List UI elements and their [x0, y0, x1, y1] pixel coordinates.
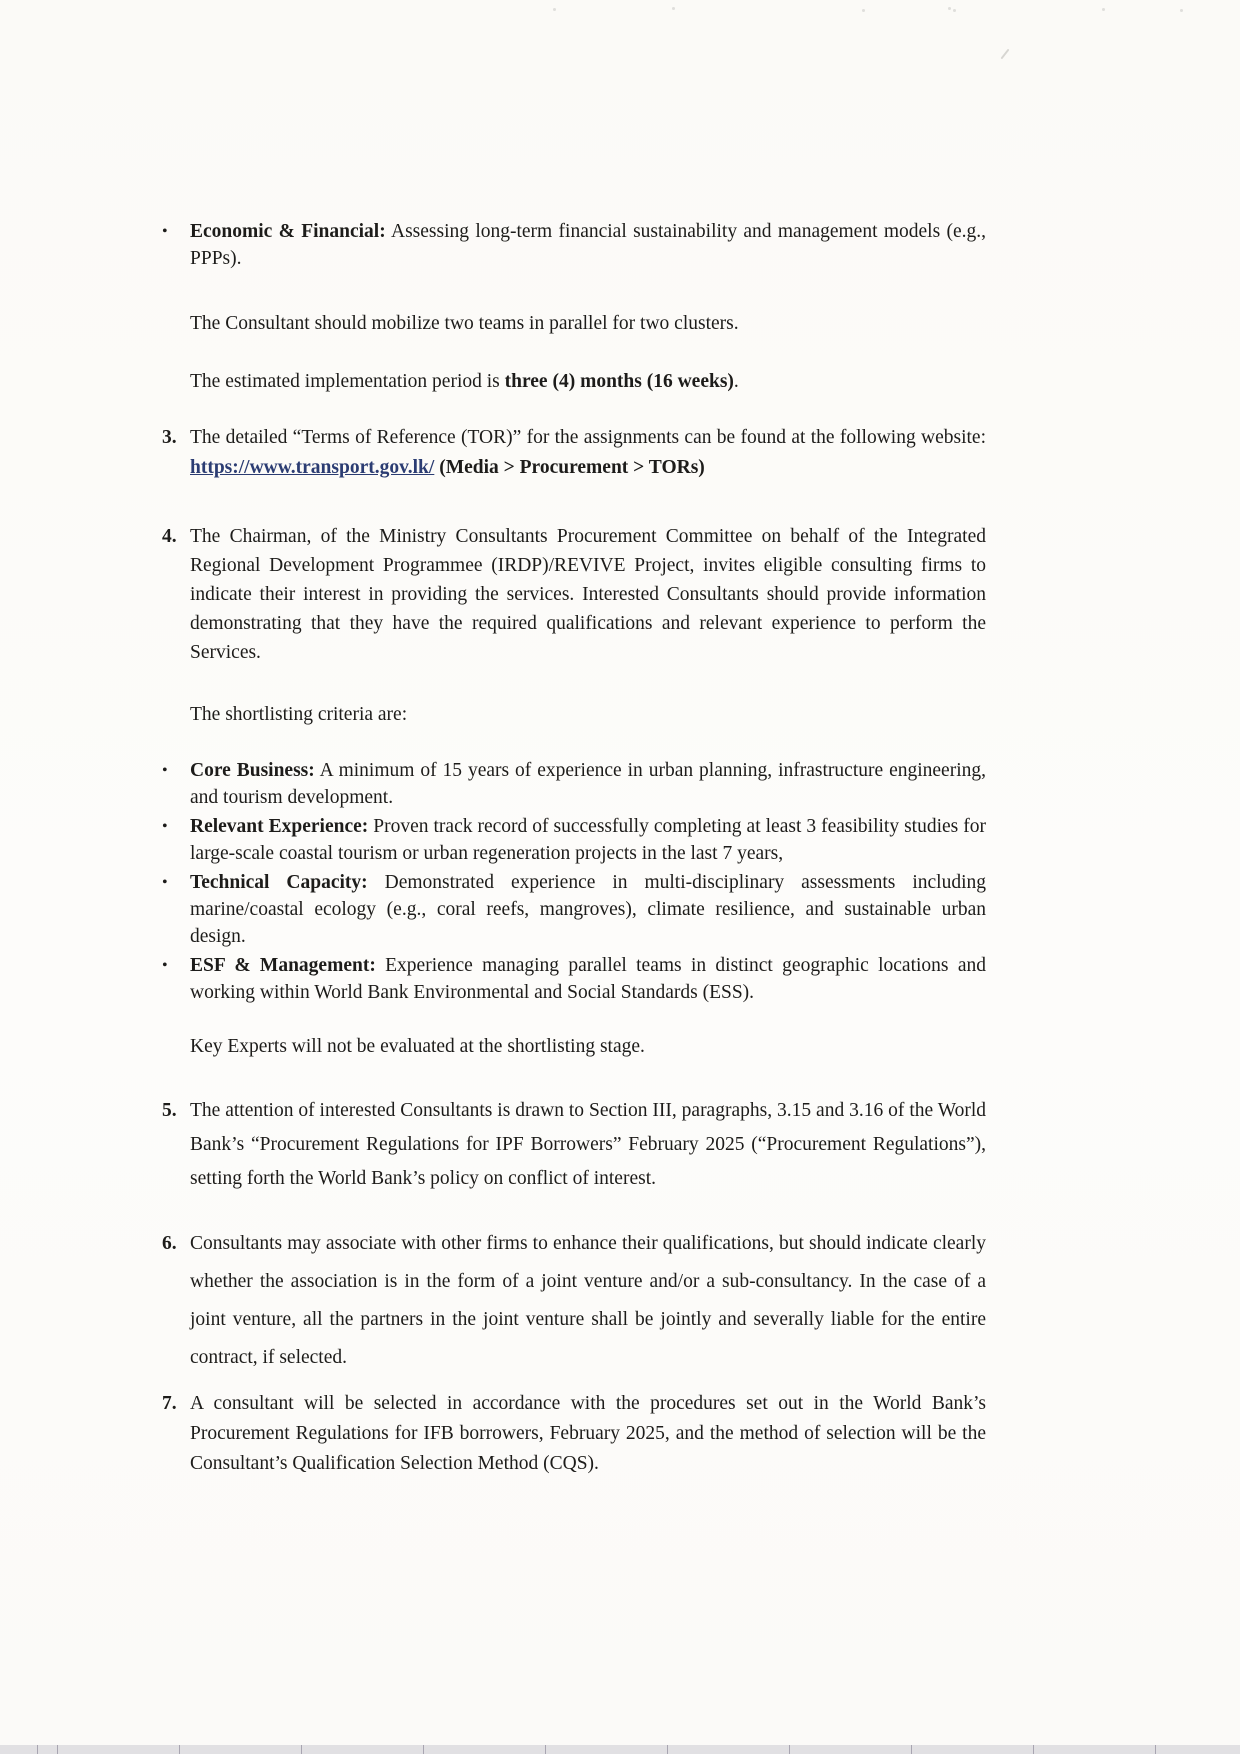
scan-edge-strip — [0, 1745, 1240, 1754]
bullet-icon: • — [162, 957, 168, 974]
item-3-number: 3. — [162, 427, 177, 448]
bullet-item-text — [190, 952, 986, 1006]
numbered-item-3 — [162, 423, 986, 483]
bullet-item-economic-financial — [162, 218, 986, 272]
period-suffix: . — [733, 371, 739, 392]
item-6-number: 6. — [162, 1233, 177, 1254]
numbered-item-5 — [162, 1094, 986, 1196]
bullet-item-text — [190, 869, 986, 950]
scan-mark — [1001, 49, 1010, 60]
para-mobilize: The Consultant should mobilize two teams in parallel for two clusters. — [190, 313, 739, 334]
item-4-text: The Chairman, of the Ministry Consultants Procurement Committee on behalf of the Integrated Regional Development Programmee (IRDP)/REVIVE Project, invites eligible consulting firms to indicate their interest in providing the services. Interested Consultants should provide information demonstrating that they have the required qualifications and relevant experience to perform the Services. — [190, 526, 986, 663]
transport-website-link[interactable]: https://www.transport.gov.lk/ — [190, 457, 435, 478]
item-4-number: 4. — [162, 526, 177, 547]
period-prefix: The estimated implementation period is — [190, 371, 505, 392]
bullet-icon: • — [162, 762, 168, 779]
bullet-icon: • — [162, 818, 168, 835]
para-key-experts: Key Experts will not be evaluated at the shortlisting stage. — [190, 1036, 645, 1057]
numbered-item-4 — [162, 522, 986, 667]
scan-speck — [1180, 9, 1183, 12]
item-3-text — [190, 423, 986, 483]
bullet-item-label: Relevant Experience: — [190, 816, 369, 837]
bullet-icon: • — [162, 223, 168, 240]
para-implementation-period — [190, 368, 986, 395]
document-content — [162, 218, 986, 1479]
item-3-path: (Media > Procurement > TORs) — [434, 457, 705, 478]
bullet-item-label: Core Business: — [190, 760, 315, 781]
bullet-item-body: Assessing long-term financial sustainability and management models (e.g., PPPs). — [190, 221, 987, 269]
scan-speck — [672, 7, 675, 10]
item-7-text: A consultant will be selected in accordance with the procedures set out in the World Bank’s Procurement Regulations for IFB borrowers, February 2025, and the method of selection will be the Consultant’s Qualification Selection Method (CQS). — [190, 1393, 986, 1474]
item-5-number: 5. — [162, 1100, 177, 1121]
numbered-item-6 — [162, 1225, 986, 1377]
bullet-item-text — [190, 757, 986, 811]
numbered-item-7 — [162, 1389, 986, 1479]
bullet-item-body: A minimum of 15 years of experience in urban planning, infrastructure engineering, and tourism development. — [190, 760, 986, 808]
bullet-item-label: ESF & Management: — [190, 955, 376, 976]
scan-speck — [953, 9, 956, 12]
item-3-body: The detailed “Terms of Reference (TOR)” for the assignments can be found at the following website: — [190, 427, 986, 448]
bullet-item-text — [190, 813, 986, 867]
bullet-item-core-business — [162, 757, 986, 811]
item-6-text: Consultants may associate with other firms to enhance their qualifications, but should indicate clearly whether the association is in the form of a joint venture and/or a sub-consultancy. In the case of a joint venture, all the partners in the joint venture shall be jointly and severally liable for the entire contract, if selected. — [190, 1233, 986, 1368]
period-duration: three (4) months (16 weeks) — [504, 371, 734, 392]
scan-speck — [862, 9, 865, 12]
para-shortlisting-intro: The shortlisting criteria are: — [190, 704, 408, 725]
bullet-item-body: Proven track record of successfully completing at least 3 feasibility studies for large-scale coastal tourism or urban regeneration projects in the last 7 years, — [190, 816, 986, 864]
criteria-list — [162, 757, 986, 1006]
bullet-item-body: Experience managing parallel teams in distinct geographic locations and working within World Bank Environmental and Social Standards (ESS). — [190, 955, 986, 1003]
bullet-item-esf-management — [162, 952, 986, 1006]
bullet-icon: • — [162, 874, 168, 891]
scan-speck — [1102, 8, 1105, 11]
scan-speck — [948, 7, 951, 10]
scan-speck — [553, 8, 556, 11]
item-5-text: The attention of interested Consultants is drawn to Section III, paragraphs, 3.15 and 3.16 of the World Bank’s “Procurement Regulations for IPF Borrowers” February 2025 (“Procurement Regulations”), setting forth the World Bank’s policy on conflict of interest. — [190, 1100, 986, 1189]
bullet-item-label: Economic & Financial: — [190, 221, 386, 242]
bullet-item-text — [190, 218, 986, 272]
bullet-item-body: Demonstrated experience in multi-disciplinary assessments including marine/coastal ecology (e.g., coral reefs, mangroves), climate resilience, and sustainable urban design. — [190, 872, 986, 947]
bullet-item-relevant-experience — [162, 813, 986, 867]
bullet-item-technical-capacity — [162, 869, 986, 950]
bullet-item-label: Technical Capacity: — [190, 872, 368, 893]
item-7-number: 7. — [162, 1393, 177, 1414]
